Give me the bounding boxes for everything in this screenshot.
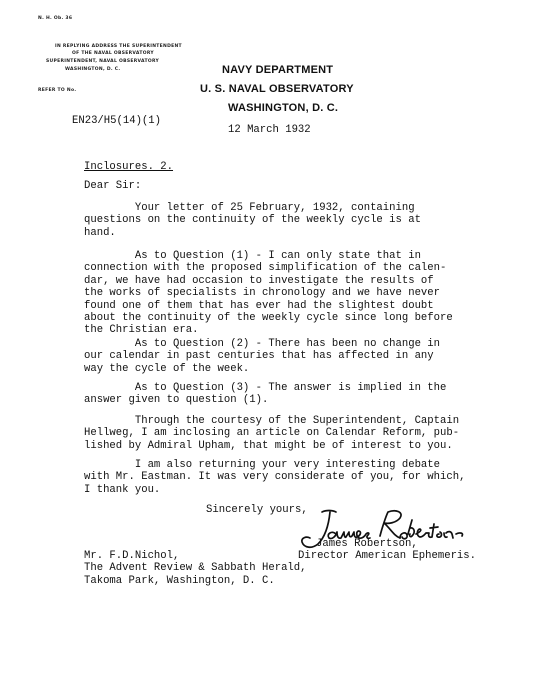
signature-name: James Robertson,: [316, 538, 418, 550]
closing: Sincerely yours,: [206, 504, 308, 516]
body-line: connection with the proposed simplification of the calen-: [84, 262, 447, 275]
body-line: answer given to question (1).: [84, 394, 269, 407]
body-line: our calendar in past centuries that has affected in any: [84, 350, 434, 363]
body-paragraph-1: [84, 202, 421, 239]
reply-address-line: SUPERINTENDENT, NAVAL OBSERVATORY: [46, 59, 160, 64]
body-line: hand.: [84, 226, 116, 239]
body-paragraph-4: [84, 382, 446, 407]
body-line: As to Question (3) - The answer is implied in the: [84, 382, 447, 394]
body-line: I am also returning your very interesting debate: [84, 459, 441, 471]
body-line: As to Question (2) - There has been no change in: [84, 338, 441, 350]
body-paragraph-6: [84, 459, 465, 496]
body-line: about the continuity of the weekly cycle since long before: [84, 312, 453, 325]
reply-address-line: OF THE NAVAL OBSERVATORY: [72, 51, 154, 56]
letter-date: 12 March 1932: [228, 124, 311, 136]
body-paragraph-5: [84, 415, 459, 452]
body-line: lished by Admiral Upham, that might be of interest to you.: [84, 439, 453, 452]
body-line: the works of specialists in chronology and we have never: [84, 287, 441, 300]
refer-to-label: REFER TO No.: [38, 88, 77, 93]
body-paragraph-3: [84, 338, 440, 375]
recipient-line: Mr. F.D.Nichol,: [84, 550, 180, 562]
form-number: N. H. Ob. 36: [38, 16, 73, 21]
recipient-line: Takoma Park, Washington, D. C.: [84, 574, 275, 587]
department-heading: NAVY DEPARTMENT: [222, 64, 334, 76]
enclosures-line: Inclosures. 2.: [84, 161, 174, 173]
salutation: Dear Sir:: [84, 180, 142, 192]
body-line: I thank you.: [84, 483, 161, 496]
recipient-line: The Advent Review & Sabbath Herald,: [84, 562, 307, 575]
body-line: questions on the continuity of the weekly cycle is at: [84, 214, 421, 227]
body-line: dar, we have had occasion to investigate the results of: [84, 274, 434, 287]
body-line: Through the courtesy of the Superintendent, Captain: [84, 415, 460, 427]
body-paragraph-2: [84, 250, 453, 337]
body-line: way the cycle of the week.: [84, 362, 250, 375]
body-line: with Mr. Eastman. It was very considerate of you, for which,: [84, 471, 466, 484]
body-line: the Christian era.: [84, 324, 199, 337]
office-heading: U. S. NAVAL OBSERVATORY: [200, 83, 354, 95]
body-line: found one of them that has ever had the slightest doubt: [84, 299, 434, 312]
reply-address-line: WASHINGTON, D. C.: [65, 67, 121, 72]
reply-address-line: IN REPLYING ADDRESS THE SUPERINTENDENT: [55, 44, 182, 49]
city-heading: WASHINGTON, D. C.: [228, 102, 339, 114]
body-line: Your letter of 25 February, 1932, containing: [84, 202, 415, 214]
body-line: As to Question (1) - I can only state that in: [84, 250, 421, 262]
reference-number: EN23/H5(14)(1): [72, 115, 162, 127]
signature-title: Director American Ephemeris.: [298, 550, 477, 562]
recipient-address: [84, 550, 307, 587]
body-line: Hellweg, I am inclosing an article on Calendar Reform, pub-: [84, 427, 460, 440]
